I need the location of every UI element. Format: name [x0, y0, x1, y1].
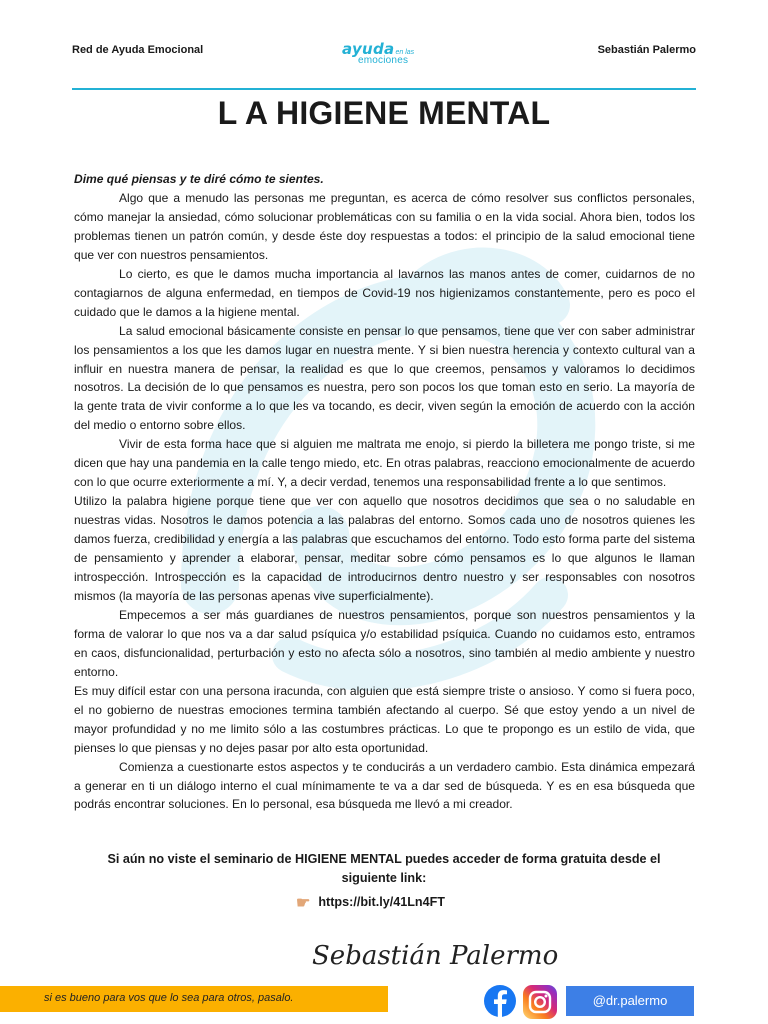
logo-small-text: en las: [395, 49, 415, 56]
organization-name: Red de Ayuda Emocional: [72, 44, 204, 56]
article-paragraph: Comienza a cuestionarte estos aspectos y te conducirás a un verdadero cambio. Esta dinámica empezará a generar en ti un diálogo interno el cual mínimamente te va a dar sed de búsqueda. Y es en esa búsqueda que podrás encontrar soluciones. En lo personal, esa búsqueda me llevó a mi creador.: [74, 759, 695, 812]
logo-main-text: ayuda: [342, 40, 395, 58]
seminar-link-row: [296, 893, 445, 913]
article-paragraph: La salud emocional básicamente consiste en pensar lo que pensamos, tiene que ver con saber administrar los pensamientos a los que les damos lugar en nuestra mente. Y si bien nuestra herencia y contexto cultural van a influir en nuestra manera de pensar, la realidad es que lo que creemos, pensamos y valoramos lo decidimos nosotros. La decisión de lo que pensamos es nuestra, pero son pocos los que toman esto en serio. La mayoría de la gente trata de vivir conforme a lo que les va tocando, es decir, viven según la emoción de acuerdo con la acción del medio o entorno sobre ellos.: [74, 323, 695, 433]
article-subheading: Dime qué piensas y te diré cómo te sientes.: [74, 172, 324, 186]
article-paragraph: Lo cierto, es que le damos mucha importancia al lavarnos las manos antes de comer, cuidarnos de no contagiarnos de alguna enfermedad, en tiempos de Covid-19 nos higienizamos constantemente, pero es poco el cuidado que le damos a la higiene mental.: [74, 266, 695, 319]
facebook-icon[interactable]: [483, 984, 517, 1018]
logo-sub-text: emociones: [358, 55, 409, 66]
social-handle[interactable]: @dr.palermo: [566, 986, 694, 1016]
header-divider: [72, 88, 696, 90]
instagram-icon[interactable]: [522, 984, 558, 1020]
footer-slogan-bar: [0, 986, 388, 1012]
footer-slogan: si es bueno para vos que lo sea para otros, pasalo.: [44, 992, 294, 1004]
brand-logo: [342, 40, 432, 74]
article-paragraph: Algo que a menudo las personas me preguntan, es acerca de cómo resolver sus conflictos personales, cómo manejar la ansiedad, cómo solucionar problemáticas con su familia o en la vida social. Ahora bien, todos los problemas tienen un patrón común, y desde éste doy respuestas a todos: el principio de la salud emocional tiene que ver con nuestros pensamientos.: [74, 190, 695, 262]
page-header: [72, 38, 696, 78]
seminar-callout: Si aún no viste el seminario de HIGIENE MENTAL puedes acceder de forma gratuita desde el siguiente link:: [107, 852, 661, 885]
article-paragraph: Utilizo la palabra higiene porque tiene que ver con aquello que nosotros decidimos que sea o no saludable en nuestras vidas. Nosotros le damos potencia a las palabras del entorno. Somos cada uno de nosotros quienes les damos fuerza, credibilidad y energía a las palabras que escuchamos del entorno. Todo esto forma parte del sistema de pensamiento y aprender a elaborar, pensar, meditar sobre cómo pensamos es lo que algunos le llaman introspección. Introspección es la capacidad de introducirnos dentro nuestro y ser responsables con nosotros mismos (la mayoría de las personas apenas vive superficialmente).: [74, 494, 695, 603]
pointing-hand-icon: ☛: [296, 895, 311, 912]
handwritten-signature: [308, 930, 559, 980]
author-name: Sebastián Palermo: [597, 44, 696, 56]
seminar-link[interactable]: https://bit.ly/41Ln4FT: [318, 895, 445, 909]
article-paragraph: Es muy difícil estar con una persona iracunda, con alguien que está siempre triste o ansioso. Y como si fuera poco, el no gobierno de nuestras emociones termina también afectando al cuerpo. Sé que estoy yendo a un nivel de mayor profundidad y no me limito sólo a las costumbres prácticas. Lo que te propongo es un estilo de vida, que pienses lo que piensas y no dejes pasar por alto esta oportunidad.: [74, 683, 695, 755]
page-title: L A HIGIENE MENTAL: [217, 95, 551, 131]
signature-text: Sebastián Palermo: [312, 941, 559, 971]
article-paragraph: Vivir de esta forma hace que si alguien me maltrata me enojo, si pierdo la billetera me pongo triste, si me dicen que hay una pandemia en la calle tengo miedo, etc. En otras palabras, reacciono emocionalmente de acuerdo con lo que ocurre exteriormente a mí. Y, a decir verdad, tenemos una responsabilidad frente a lo que sentimos.: [74, 437, 695, 490]
article-body: [74, 170, 695, 814]
article-paragraph: Empecemos a ser más guardianes de nuestros pensamientos, porque son nuestros pensamientos y la forma de valorar lo que nos va a dar salud psíquica y/o estabilidad psíquica. Cuando no cuidamos esto, entramos en caos, disfuncionalidad, perturbación y esto no afecta sólo a nosotros, sino también al medio ambiente y nuestro entorno.: [74, 607, 695, 679]
